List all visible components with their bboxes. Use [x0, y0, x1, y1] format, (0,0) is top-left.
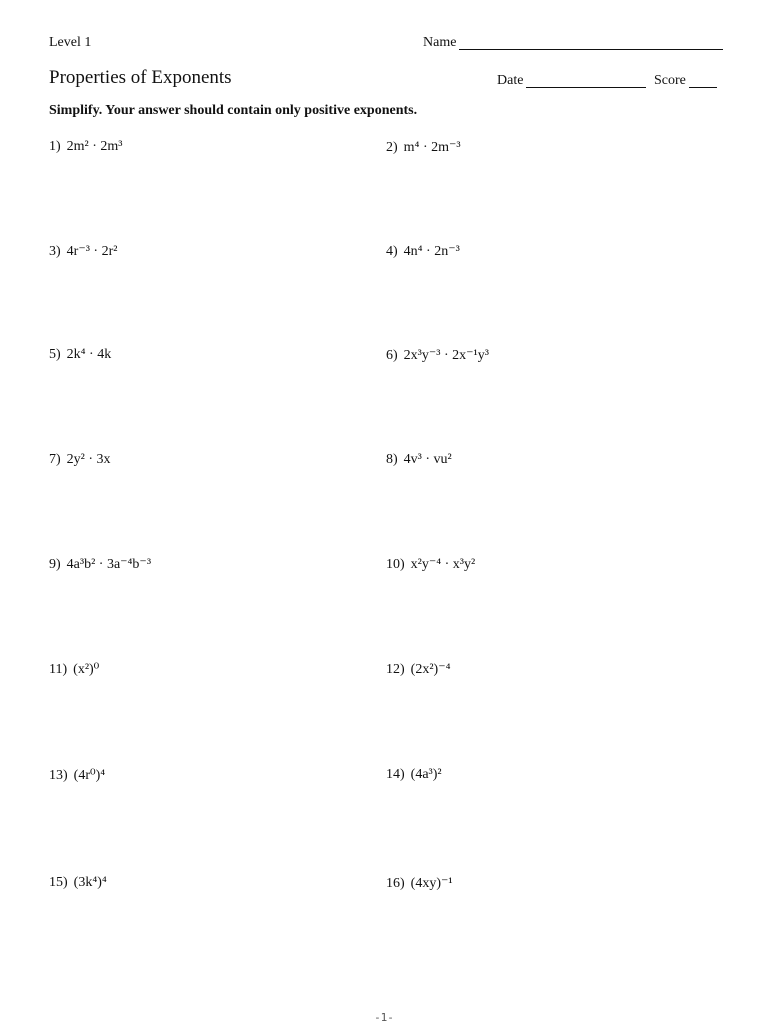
problem-expression: (4a³)²	[410, 767, 442, 782]
problem-expression: (4xy)⁻¹	[410, 876, 453, 891]
problem-12	[386, 661, 450, 678]
problem-9	[49, 556, 151, 573]
problem-expression: (4r⁰)⁴	[73, 768, 106, 783]
problem-expression: 2m² · 2m³	[66, 139, 123, 154]
problem-number: 8)	[386, 452, 398, 467]
problem-number: 1)	[49, 139, 61, 154]
problem-8	[386, 452, 452, 468]
problem-6	[386, 347, 489, 364]
problem-4	[386, 243, 460, 260]
problem-number: 2)	[386, 140, 398, 155]
problem-expression: x²y⁻⁴ · x³y²	[410, 557, 476, 572]
problem-expression: 2y² · 3x	[66, 452, 111, 467]
problem-3	[49, 243, 117, 260]
problem-14	[386, 767, 442, 783]
problem-2	[386, 139, 461, 156]
instructions: Simplify. Your answer should contain only positive exponents.	[49, 103, 418, 118]
problem-number: 15)	[49, 875, 68, 890]
problem-number: 12)	[386, 662, 405, 677]
problem-number: 14)	[386, 767, 405, 782]
problem-number: 11)	[49, 662, 68, 677]
problem-number: 3)	[49, 244, 61, 259]
name-blank[interactable]	[459, 49, 723, 50]
problem-expression: m⁴ · 2m⁻³	[403, 140, 461, 155]
problem-expression: 4a³b² · 3a⁻⁴b⁻³	[66, 557, 152, 572]
problem-expression: (2x²)⁻⁴	[410, 662, 451, 677]
problem-11	[49, 661, 99, 678]
problem-number: 5)	[49, 347, 61, 362]
problem-expression: (3k⁴)⁴	[73, 875, 107, 890]
problem-number: 9)	[49, 557, 61, 572]
score-label: Score	[654, 73, 686, 88]
problem-number: 16)	[386, 876, 405, 891]
problem-expression: 4v³ · vu²	[403, 452, 452, 467]
score-blank[interactable]	[689, 87, 717, 88]
level-label: Level 1	[49, 35, 92, 50]
problem-number: 7)	[49, 452, 61, 467]
problem-1	[49, 139, 123, 155]
problem-number: 13)	[49, 768, 68, 783]
problem-number: 6)	[386, 348, 398, 363]
date-blank[interactable]	[526, 87, 646, 88]
problem-expression: 4n⁴ · 2n⁻³	[403, 244, 460, 259]
page-number: -1-	[374, 1011, 394, 1024]
date-label: Date	[497, 73, 524, 88]
page-title: Properties of Exponents	[49, 67, 232, 88]
problem-number: 10)	[386, 557, 405, 572]
problem-expression: 2k⁴ · 4k	[66, 347, 112, 362]
problem-10	[386, 556, 475, 573]
problem-expression: 2x³y⁻³ · 2x⁻¹y³	[403, 348, 489, 363]
problem-expression: 4r⁻³ · 2r²	[66, 244, 118, 259]
problem-15	[49, 875, 107, 891]
problem-number: 4)	[386, 244, 398, 259]
problem-7	[49, 452, 111, 468]
problem-16	[386, 875, 453, 892]
problem-13	[49, 767, 105, 784]
name-label: Name	[423, 35, 457, 50]
problem-5	[49, 347, 111, 363]
problem-expression: (x²)⁰	[73, 662, 100, 677]
